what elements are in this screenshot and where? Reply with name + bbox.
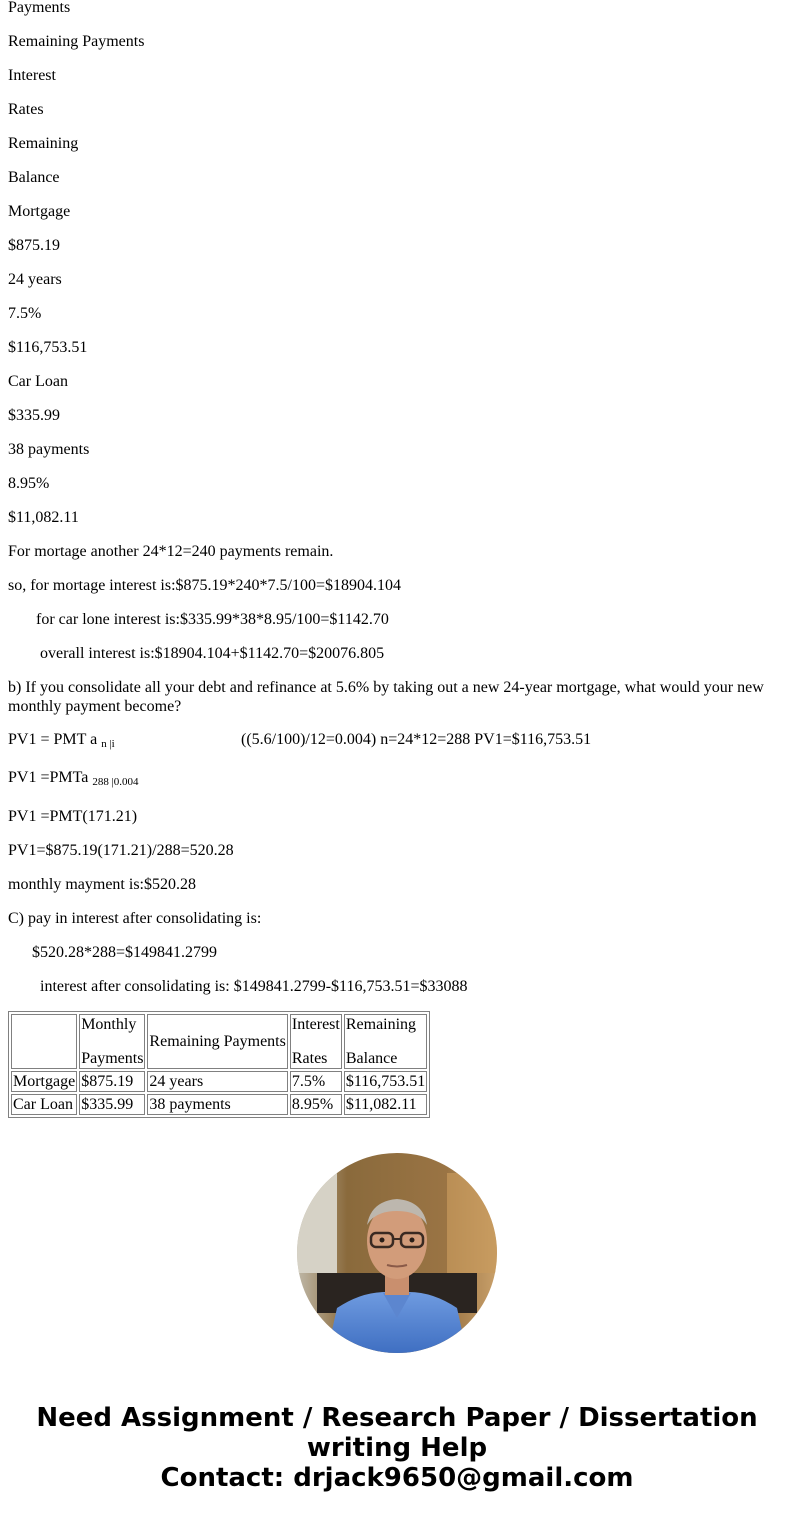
pv1-pmta-main: PV1 =PMTa <box>8 769 89 786</box>
pv1-formula <box>8 730 115 751</box>
table-row <box>11 1094 427 1115</box>
author-avatar <box>297 1153 497 1353</box>
pv1-formula-params: ((5.6/100)/12=0.004) n=24*12=288 PV1=$116,753.51 <box>241 731 592 748</box>
table-header-row <box>11 1014 427 1069</box>
header-text: Rates <box>291 1050 328 1067</box>
header-remaining-payments: Remaining Payments <box>147 1014 287 1069</box>
table-header-blank <box>11 1014 77 1069</box>
header-text: Monthly <box>81 1016 137 1033</box>
header-interest-rates <box>290 1014 342 1069</box>
pv1-pmt-text: PV1 =PMT(171.21) <box>8 808 138 825</box>
text-line: 7.5% <box>8 305 42 322</box>
text-line: 38 payments <box>8 441 90 458</box>
header-text: Interest <box>291 1016 340 1033</box>
contact-footer <box>0 1403 794 1493</box>
text-line: 8.95% <box>8 475 50 492</box>
monthly-payment-text: monthly mayment is:$520.28 <box>8 876 196 893</box>
pv1-pmta <box>8 768 139 789</box>
loan-table <box>8 1011 430 1118</box>
interest-after-text: interest after consolidating is: $149841.2799-$116,753.51=$33088 <box>40 978 468 995</box>
contact-email[interactable]: Contact: drjack9650@gmail.com <box>160 1463 634 1493</box>
overall-interest-text: overall interest is:$18904.104+$1142.70=$20076.805 <box>40 645 385 662</box>
text-line: Remaining Payments <box>8 33 145 50</box>
text-line: Balance <box>8 169 60 186</box>
text-line: Interest <box>8 67 56 84</box>
header-text: Remaining <box>345 1016 417 1033</box>
cell-monthly-payment: $335.99 <box>79 1094 145 1115</box>
cell-monthly-payment: $875.19 <box>79 1071 145 1092</box>
pv1-formula-subscript: n |i <box>101 738 115 750</box>
pv1-calc-text: PV1=$875.19(171.21)/288=520.28 <box>8 842 234 859</box>
pv1-pmta-subscript: 288 |0.004 <box>92 776 139 788</box>
cell-interest-rate: 8.95% <box>290 1094 342 1115</box>
car-interest-text: for car lone interest is:$335.99*38*8.95/100=$1142.70 <box>36 611 389 628</box>
header-remaining-balance <box>344 1014 427 1069</box>
total-paid-text: $520.28*288=$149841.2799 <box>32 944 218 961</box>
text-line: Car Loan <box>8 373 68 390</box>
text-line: $335.99 <box>8 407 60 424</box>
cell-remaining-balance: $11,082.11 <box>344 1094 427 1115</box>
table-row <box>11 1071 427 1092</box>
text-line: Rates <box>8 101 44 118</box>
person-portrait-icon <box>297 1153 497 1353</box>
header-monthly-payments <box>79 1014 145 1069</box>
header-text: Balance <box>345 1050 398 1067</box>
text-line: Payments <box>8 0 71 16</box>
text-line: $11,082.11 <box>8 509 79 526</box>
text-line: 24 years <box>8 271 62 288</box>
cell-loan-name: Car Loan <box>11 1094 77 1115</box>
cell-remaining-balance: $116,753.51 <box>345 1073 426 1090</box>
text-line: Remaining <box>8 135 79 152</box>
mortgage-interest-text: so, for mortage interest is:$875.19*240*7.5/100=$18904.104 <box>8 577 401 594</box>
footer-line: writing Help <box>306 1433 488 1463</box>
text-line: Mortgage <box>8 203 71 220</box>
pv1-formula-main: PV1 = PMT a <box>8 731 98 748</box>
text-line: $875.19 <box>8 237 60 254</box>
cell-interest-rate: 7.5% <box>290 1071 342 1092</box>
cell-loan-name: Mortgage <box>13 1073 76 1090</box>
footer-line: Need Assignment / Research Paper / Dissertation <box>36 1403 758 1433</box>
cell-remaining-payments: 38 payments <box>147 1094 287 1115</box>
mortgage-remaining-text: For mortage another 24*12=240 payments remain. <box>8 543 334 560</box>
question-b: b) If you consolidate all your debt and refinance at 5.6% by taking out a new 24-year mortgage, what would your new monthly payment become? <box>8 679 764 715</box>
question-c: C) pay in interest after consolidating is: <box>8 910 262 927</box>
header-text: Payments <box>81 1050 144 1067</box>
cell-remaining-payments: 24 years <box>147 1071 287 1092</box>
text-line: $116,753.51 <box>8 339 88 356</box>
